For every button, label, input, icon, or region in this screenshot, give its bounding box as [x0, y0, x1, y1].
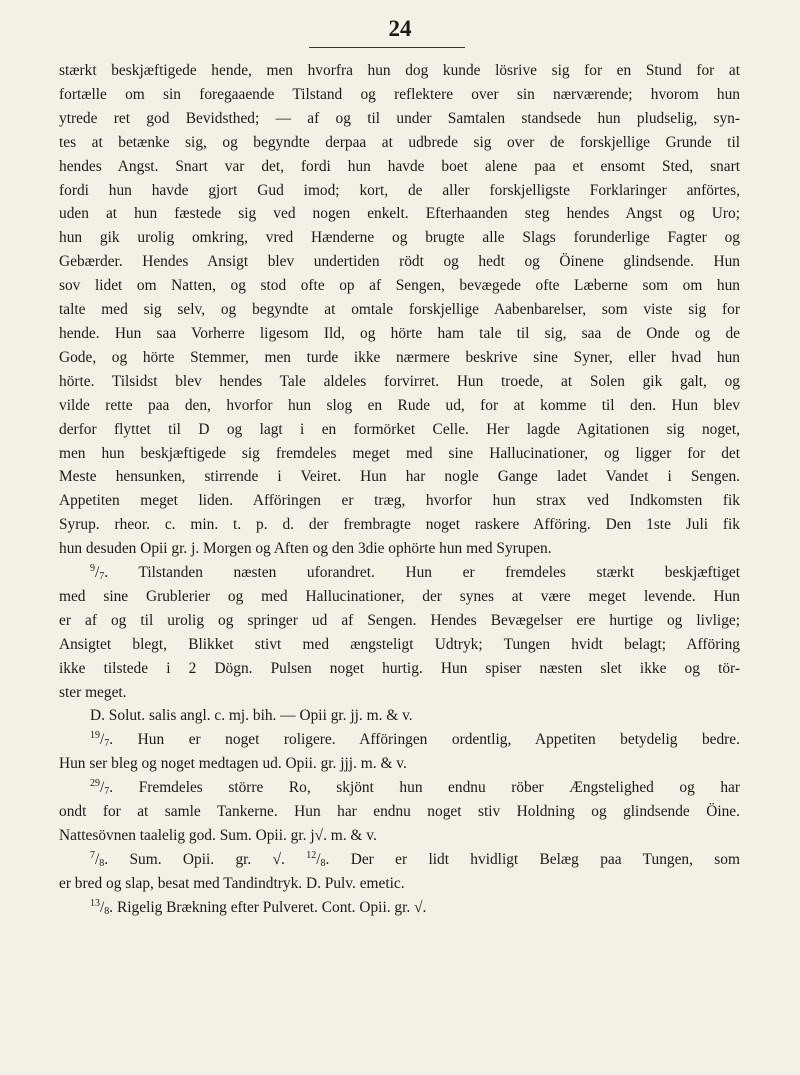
text-line: Nattesövnen taalelig god. Sum. Opii. gr. j√. m. & v. — [59, 827, 377, 844]
date-month: 7 — [104, 738, 110, 750]
page-number: 24 — [388, 16, 412, 41]
dated-entry-line — [59, 896, 740, 920]
text-line: ytrede ret god Bevidsthed; — af og til under Samtalen standsede hun pludselig, syn- — [59, 109, 740, 127]
text-line: ster meget. — [59, 683, 127, 701]
date-day: 9 — [90, 563, 95, 575]
text-line: Meste hensunken, stirrende i Veiret. Hun har nogle Gange ladet Vandet i Sengen. — [59, 468, 740, 486]
text-line: hun gik urolig omkring, vred Hænderne og brugte alle Slags forunderlige Fagter og — [59, 229, 740, 247]
text-line: vilde rette paa den, hvorfor hun slog en Rude ud, for at komme til den. Hun blev — [59, 396, 740, 414]
date-fraction: $^7/_8$. — [90, 849, 109, 869]
text-line: hörte. Tilsidst blev hendes Tale aldeles forvirret. Hun troede, at Solen gik galt, og — [59, 372, 740, 390]
entry-text: Hun er noget roligere. Afföringen ordentlig, Appetiten betydelig bedre. — [137, 731, 740, 749]
date-day: 19 — [90, 730, 100, 742]
text-line: Hun ser bleg og noget medtagen ud. Opii. gr. jjj. m. & v. — [59, 755, 407, 773]
text-line: Gode, og hörte Stemmer, men turde ikke nærmere beskrive sine Syner, eller hvad hun — [59, 348, 740, 366]
entry-text: Tilstanden næsten uforandret. Hun er fremdeles stærkt beskjæftiget — [138, 564, 740, 582]
dated-entry-line — [59, 561, 740, 585]
text-line: stærkt beskjæftigede hende, men hvorfra hun dog kunde lösrive sig for en Stund for at — [59, 62, 740, 79]
date-fraction: $^{12}/_8$. — [306, 849, 330, 869]
entry-text: Fremdeles större Ro, skjönt hun endnu röber Ængstelighed og har — [138, 779, 740, 797]
text-line: hende. Hun saa Vorherre ligesom Ild, og hörte ham tale til sig, saa de Onde og de — [59, 324, 740, 342]
date-fraction: $^9/_7$. — [90, 563, 109, 583]
text-line: er bred og slap, besat med Tandindtryk. D. Pulv. emetic. — [59, 874, 405, 892]
text-line: Gebærder. Hendes Ansigt blev undertiden rödt og hedt og Öinene glindsende. Hun — [59, 253, 740, 271]
text-line: fordi hun havde gjort Gud imod; kort, de aller forskjelligste Forklaringer anförtes, — [59, 181, 740, 199]
date-month: 7 — [104, 786, 110, 798]
date-month: 8 — [99, 857, 105, 869]
text-line: talte med sig selv, og begyndte at omtale forskjellige Aabenbarelser, som viste sig for — [59, 301, 740, 319]
text-line: uden at hun fæstede sig ved nogen enkelt. Efterhaanden steg hendes Angst og Uro; — [59, 205, 740, 223]
text-line: ondt for at samle Tankerne. Hun har endnu noget stiv Holdning og glindsende Öine. — [59, 803, 740, 821]
entry-text: Sum. Opii. gr. √. — [129, 850, 285, 868]
dated-entry-line — [59, 728, 740, 752]
date-fraction: $^{29}/_7$. — [90, 778, 114, 798]
dated-entry-line — [59, 776, 740, 800]
prescription-line: D. Solut. salis angl. c. mj. bih. — Opii gr. jj. m. & v. — [90, 707, 413, 725]
dated-entry-line — [59, 848, 740, 872]
text-line: er af og til urolig og springer ud af Sengen. Hendes Bevægelser ere hurtige og livlige; — [59, 611, 740, 629]
text-line: tes at betænke sig, og begyndte derpaa at udbrede sig over de forskjellige Grunde til — [59, 133, 740, 151]
date-fraction: $^{13}/_8$. — [90, 897, 114, 917]
date-day: 29 — [90, 778, 100, 790]
date-day: 13 — [90, 897, 100, 909]
text-line: hendes Angst. Snart var det, fordi hun havde boet alene paa et ensomt Sted, snart — [59, 157, 740, 175]
date-day: 7 — [90, 849, 95, 861]
date-month: 7 — [99, 571, 105, 583]
text-line: Ansigtet blegt, Blikket stivt med ængsteligt Udtryk; Tungen hvidt belagt; Afföring — [59, 635, 740, 653]
header-rule — [309, 47, 465, 48]
text-line: Appetiten meget liden. Afföringen er træg, hvorfor hun strax ved Indkomsten fik — [59, 492, 740, 510]
date-fraction: $^{19}/_7$. — [90, 730, 114, 750]
entry-text: Rigelig Brækning efter Pulveret. Cont. Opii. gr. √. — [117, 898, 427, 916]
text-line: sov lidet om Natten, og stod ofte op af Sengen, bevægede ofte Læberne som om hun — [59, 277, 740, 295]
date-month: 8 — [320, 857, 326, 869]
date-month: 8 — [104, 905, 110, 917]
body-text — [59, 59, 740, 920]
date-day: 12 — [306, 849, 317, 861]
text-line: ikke tilstede i 2 Dögn. Pulsen noget hurtig. Hun spiser næsten slet ikke og tör- — [59, 659, 740, 677]
text-line: hun desuden Opii gr. j. Morgen og Aften og den 3die ophörte hun med Syrupen. — [59, 540, 552, 558]
text-line: fortælle om sin foregaaende Tilstand og reflektere over sin nærværende; hvorom hun — [59, 85, 740, 103]
text-line: Syrup. rheor. c. min. t. p. d. der frembragte noget raskere Afföring. Den 1ste Juli fik — [59, 516, 740, 534]
entry-text: Der er lidt hvidligt Belæg paa Tungen, som — [350, 850, 740, 868]
text-line: men hun beskjæftigede sig fremdeles meget med sine Hallucinationer, og ligger for det — [59, 444, 740, 462]
text-line: med sine Grublerier og med Hallucinationer, der synes at være meget levende. Hun — [59, 587, 740, 605]
text-line: derfor flyttet til D og lagt i en formörket Celle. Her lagde Agitationen sig noget, — [59, 420, 740, 438]
